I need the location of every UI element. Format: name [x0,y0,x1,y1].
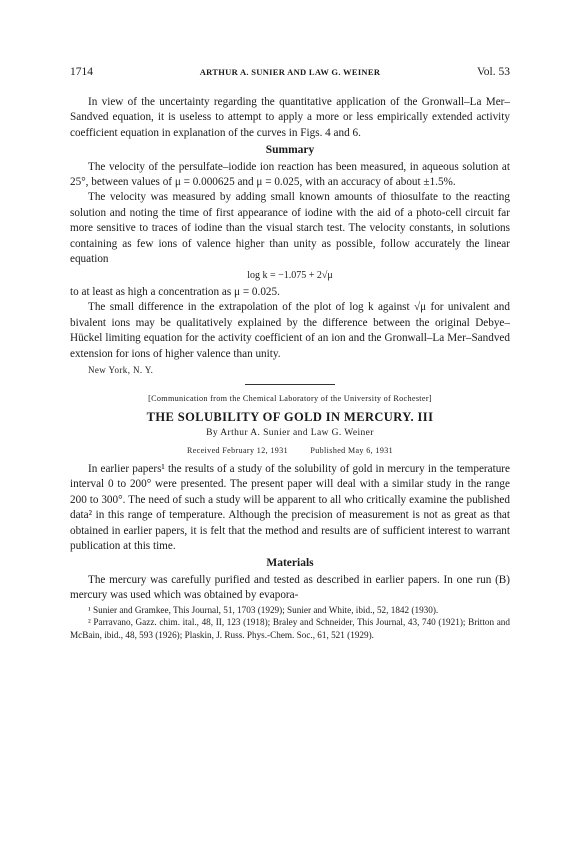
summary-paragraph-3: to at least as high a concentration as μ = 0.025. [70,285,280,298]
summary-paragraph-1: The velocity of the persulfate–iodide ion reaction has been measured, in aqueous solution at 25°, between values of μ = 0.000625 and μ = 0.025, with an accuracy of about ±1.5%. [70,160,510,189]
published-date: Published May 6, 1931 [310,445,394,455]
running-title: ARTHUR A. SUNIER AND LAW G. WEINER [199,67,381,77]
materials-heading: Materials [266,557,314,570]
page-header [70,66,510,82]
volume-label: Vol. 53 [476,66,510,78]
intro-paragraph: In view of the uncertainty regarding the quantitative application of the Gronwall–La Mer–Sandved equation, it is useless to attempt to apply a more or less empirically extended activity coefficient equation in explanation of the curves in Figs. 4 and 6. [70,96,510,139]
footnote-2: ² Parravano, Gazz. chim. ital., 48, II, 123 (1918); Braley and Schneider, This Journal, 43, 740 (1921); Britton and McBain, ibid., 48, 593 (1926); Plaskin, J. Russ. Phys.-Chem. Soc., 61, 521 (1929). [70,617,510,640]
article-paragraph-1: In earlier papers¹ the results of a study of the solubility of gold in mercury in the temperature interval 0 to 200° were presented. The present paper will deal with a similar study in the range 200 to 300°. The need of such a study will be apparent to all who critically examine the published data² in this range of temperature. Although the precision of measurement is not as great as that obtained in earlier papers, it is felt that the method and results are of sufficient interest to warrant publication at this time. [70,462,510,552]
linear-equation: log k = −1.075 + 2√μ [247,270,333,282]
article-authors: By Arthur A. Sunier and Law G. Weiner [206,428,374,439]
footnote-1: ¹ Sunier and Gramkee, This Journal, 51, 1703 (1929); Sunier and White, ibid., 52, 1842 (1930). [88,604,439,615]
article-paragraph-2: The mercury was carefully purified and tested as described in earlier papers. In one run (B) mercury was used which was obtained by evapora- [70,573,510,602]
received-date: Received February 12, 1931 [186,445,288,455]
page-body [70,95,510,641]
article-title: THE SOLUBILITY OF GOLD IN MERCURY. III [146,409,434,424]
summary-paragraph-4: The small difference in the extrapolation of the plot of log k against √μ for univalent and bivalent ions may be qualitatively explained by the difference between the original Debye–Hückel limiting equation for the activity coefficient of an ion and the Gronwall–La Mer–Sandved extension for ions of higher valence than unity. [70,301,510,360]
page-number: 1714 [70,66,93,78]
section-divider [245,384,335,385]
article-dates [70,443,510,458]
summary-heading: Summary [265,144,315,157]
communication-line: [Communication from the Chemical Laboratory of the University of Rochester] [148,394,432,404]
place-line: New York, N. Y. [88,364,154,375]
summary-paragraph-2: The velocity was measured by adding small known amounts of thiosulfate to the reacting solution and noting the time of first appearance of iodine with the aid of a photo-cell circuit far more sensitive to traces of iodine than the visual starch test. The velocity constants, in solutions containing as few ions of valence higher than unity as possible, follow accurately the linear equation [70,191,510,266]
